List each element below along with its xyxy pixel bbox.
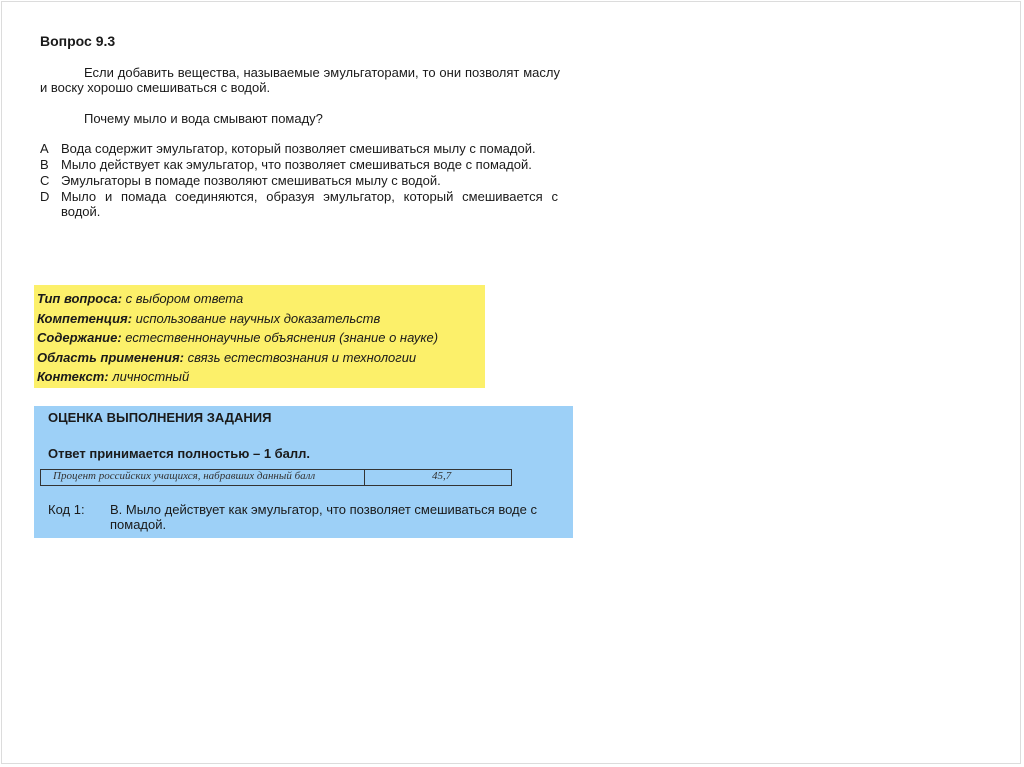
stat-label: Процент российских учащихся, набравших данный балл <box>53 470 316 482</box>
option-a <box>40 141 558 156</box>
meta-competence <box>37 309 485 329</box>
option-text: Эмульгаторы в помаде позволяют смешиваться мылу с водой. <box>61 173 441 188</box>
meta-application-area <box>37 348 485 368</box>
answer-options <box>40 141 558 220</box>
option-letter: D <box>40 189 50 204</box>
question-metadata-box <box>34 285 485 388</box>
option-text: Мыло действует как эмульгатор, что позволяет смешиваться воде с помадой. <box>61 157 532 172</box>
meta-key: Тип вопроса: <box>37 291 123 306</box>
option-text: Мыло и помада соединяются, образуя эмульгатор, который смешивается с водой. <box>61 189 558 219</box>
meta-context <box>37 367 485 387</box>
question-intro: Если добавить вещества, называемые эмульгаторами, то они позволят маслу и воску хорошо смешиваться с водой. <box>40 65 560 95</box>
option-c <box>40 173 558 188</box>
meta-key: Компетенция: <box>37 310 133 326</box>
meta-key: Содержание: <box>37 330 122 345</box>
table-bottom-rule <box>41 485 511 486</box>
meta-key: Контекст: <box>37 369 109 384</box>
code-label: Код 1: <box>48 502 85 517</box>
statistics-table <box>40 469 512 486</box>
meta-value: естественнонаучные объяснения (знание о науке) <box>121 330 439 345</box>
meta-value: с выбором ответа <box>122 291 244 306</box>
meta-key: Область применения: <box>37 349 184 365</box>
question-prompt: Почему мыло и вода смывают помаду? <box>84 111 323 126</box>
stat-value: 45,7 <box>432 470 452 482</box>
meta-value: личностный <box>108 369 190 384</box>
code-answer-text: В. Мыло действует как эмульгатор, что позволяет смешиваться воде с помадой. <box>110 502 537 532</box>
option-letter: B <box>40 157 49 172</box>
meta-value: использование научных доказательств <box>132 310 381 326</box>
option-text: Вода содержит эмульгатор, который позволяет смешиваться мылу с помадой. <box>61 141 536 156</box>
option-d <box>40 189 558 219</box>
question-title: Вопрос 9.3 <box>40 33 116 49</box>
option-letter: A <box>40 141 49 156</box>
meta-value: связь естествознания и технологии <box>183 349 417 365</box>
meta-content <box>37 328 485 348</box>
full-credit-note: Ответ принимается полностью – 1 балл. <box>48 446 311 461</box>
meta-question-type <box>37 289 485 309</box>
option-b <box>40 157 558 172</box>
evaluation-title: ОЦЕНКА ВЫПОЛНЕНИЯ ЗАДАНИЯ <box>48 410 272 425</box>
table-column-divider <box>364 469 365 486</box>
option-letter: C <box>40 173 50 188</box>
evaluation-box <box>34 406 573 538</box>
